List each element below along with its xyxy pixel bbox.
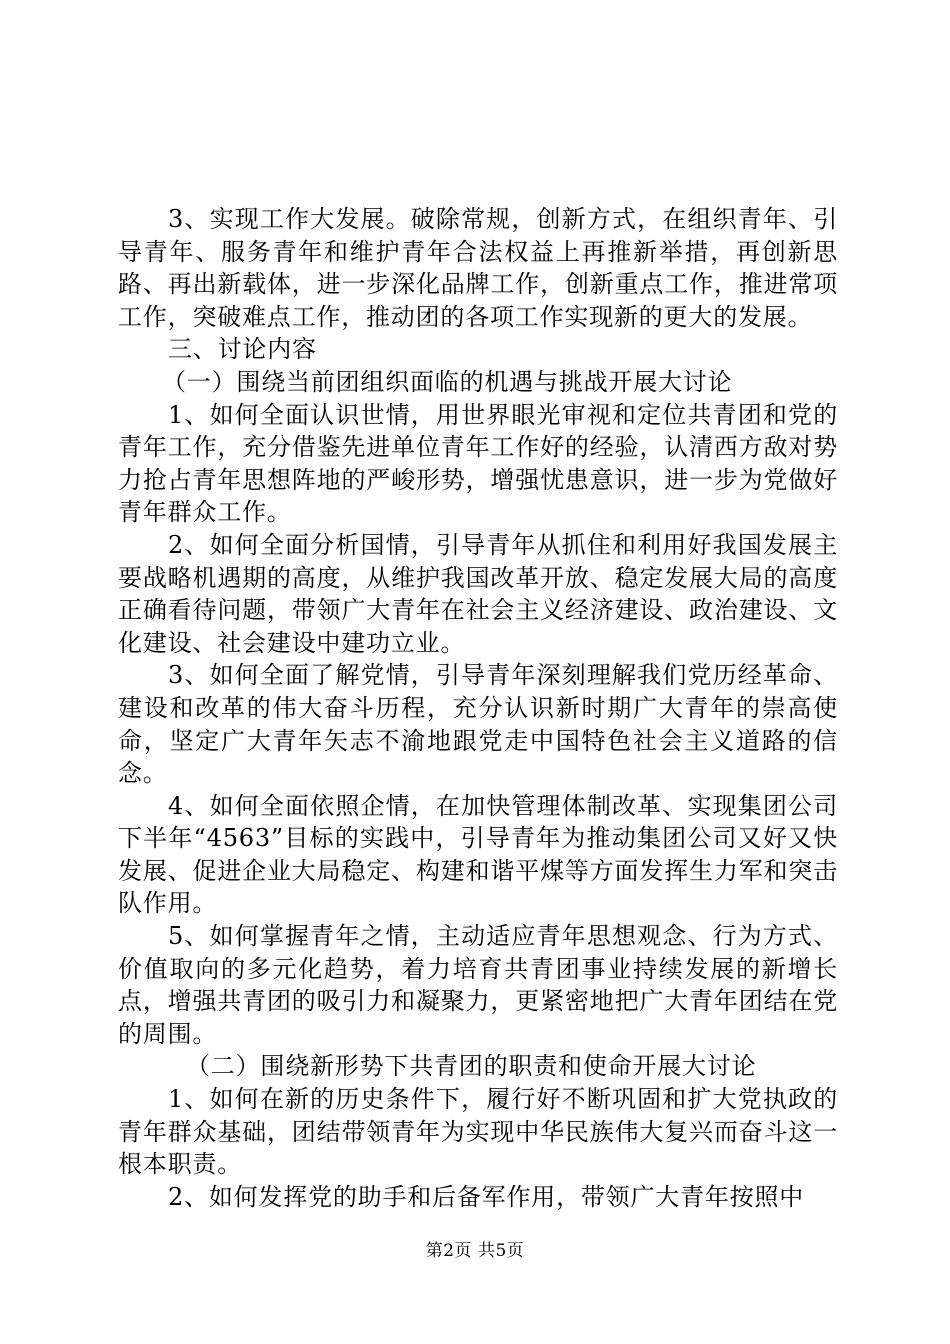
page-number-footer: 第2页 共5页 <box>425 1241 525 1261</box>
paragraph-youth-situation: 5、如何掌握青年之情，主动适应青年思想观念、行为方式、价值取向的多元化趋势，着力培育共青团事业持续发展的新增长点，增强共青团的吸引力和凝聚力，更紧密地把广大青年团结在党的周围。 <box>118 922 838 1048</box>
paragraph-development: 3、实现工作大发展。破除常规，创新方式，在组织青年、引导青年、服务青年和维护青年合法权益上再推新举措，再创新思路、再出新载体，进一步深化品牌工作，创新重点工作，推进常项工作，突破难点工作，推动团的各项工作实现新的更大的发展。 <box>118 205 838 331</box>
section-heading-discussion: 三、讨论内容 <box>168 335 317 364</box>
subsection-heading-duties: （二）围绕新形势下共青团的职责和使命开展大讨论 <box>186 1052 757 1081</box>
paragraph-world-situation: 1、如何全面认识世情，用世界眼光审视和定位共青团和党的青年工作，充分借鉴先进单位青年工作好的经验，认清西方敌对势力抢占青年思想阵地的严峻形势，增强忧患意识，进一步为党做好青年群众工作。 <box>118 400 838 527</box>
paragraph-historical-conditions: 1、如何在新的历史条件下，履行好不断巩固和扩大党执政的青年群众基础，团结带领青年为实现中华民族伟大复兴而奋斗这一根本职责。 <box>118 1085 838 1179</box>
paragraph-party-situation: 3、如何全面了解党情，引导青年深刻理解我们党历经革命、建设和改革的伟大奋斗历程，充分认识新时期广大青年的崇高使命，坚定广大青年矢志不渝地跟党走中国特色社会主义道路的信念。 <box>118 661 838 788</box>
paragraph-national-situation: 2、如何全面分析国情，引导青年从抓住和利用好我国发展主要战略机遇期的高度，从维护我国改革开放、稳定发展大局的高度正确看待问题，带领广大青年在社会主义经济建设、政治建设、文化建设、社会建设中建功立业。 <box>118 530 838 657</box>
paragraph-party-assistant: 2、如何发挥党的助手和后备军作用，带领广大青年按照中 <box>168 1182 805 1211</box>
document-body <box>118 203 838 1213</box>
subsection-heading-opportunities: （一）围绕当前团组织面临的机遇与挑战开展大讨论 <box>162 367 733 396</box>
paragraph-enterprise-situation: 4、如何全面依照企情，在加快管理体制改革、实现集团公司下半年“4563”目标的实践中，引导青年为推动集团公司又好又快发展、促进企业大局稳定、构建和谐平煤等方面发挥生力军和突击队作用。 <box>118 791 838 918</box>
